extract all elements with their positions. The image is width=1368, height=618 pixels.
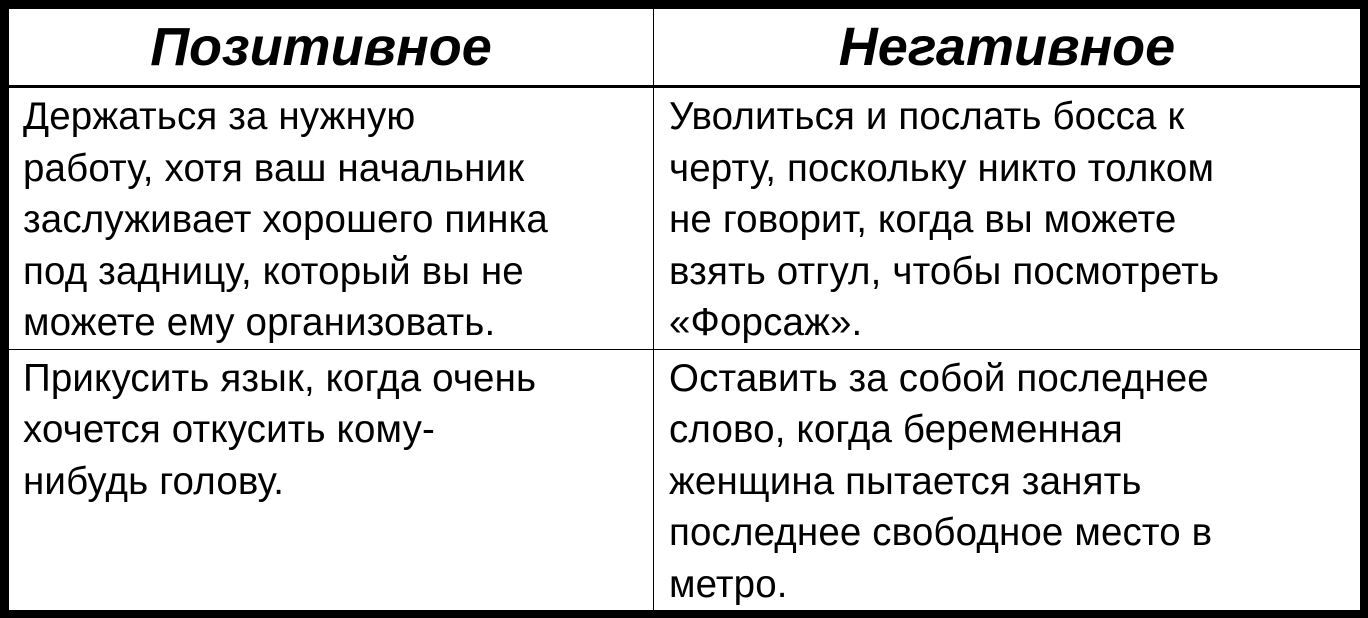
- header-row: [9, 9, 1361, 87]
- table-cell-positive: [9, 349, 654, 615]
- cell-text: Держаться за нужную работу, хотя ваш начальник заслуживает хорошего пинка под задницу, который вы не можете ему организовать.: [23, 95, 548, 344]
- table-cell-negative: [654, 349, 1361, 615]
- cell-text: Оставить за собой последнее слово, когда беременная женщина пытается занять последнее свободное место в метро.: [669, 356, 1213, 606]
- header-positive: Позитивное: [9, 9, 654, 87]
- cell-text: Прикусить язык, когда очень хочется откусить кому- нибудь голову.: [23, 356, 537, 503]
- cell-text: Уволиться и послать босса к черту, поскольку никто толком не говорит, когда вы можете взять отгул, чтобы посмотреть «Форсаж».: [669, 95, 1220, 344]
- table-row: [9, 87, 1361, 350]
- table-cell-positive: [9, 87, 654, 350]
- table-row: [9, 349, 1361, 615]
- header-negative: Негативное: [654, 9, 1361, 87]
- comparison-table: [8, 8, 1361, 616]
- table-cell-negative: [654, 87, 1361, 350]
